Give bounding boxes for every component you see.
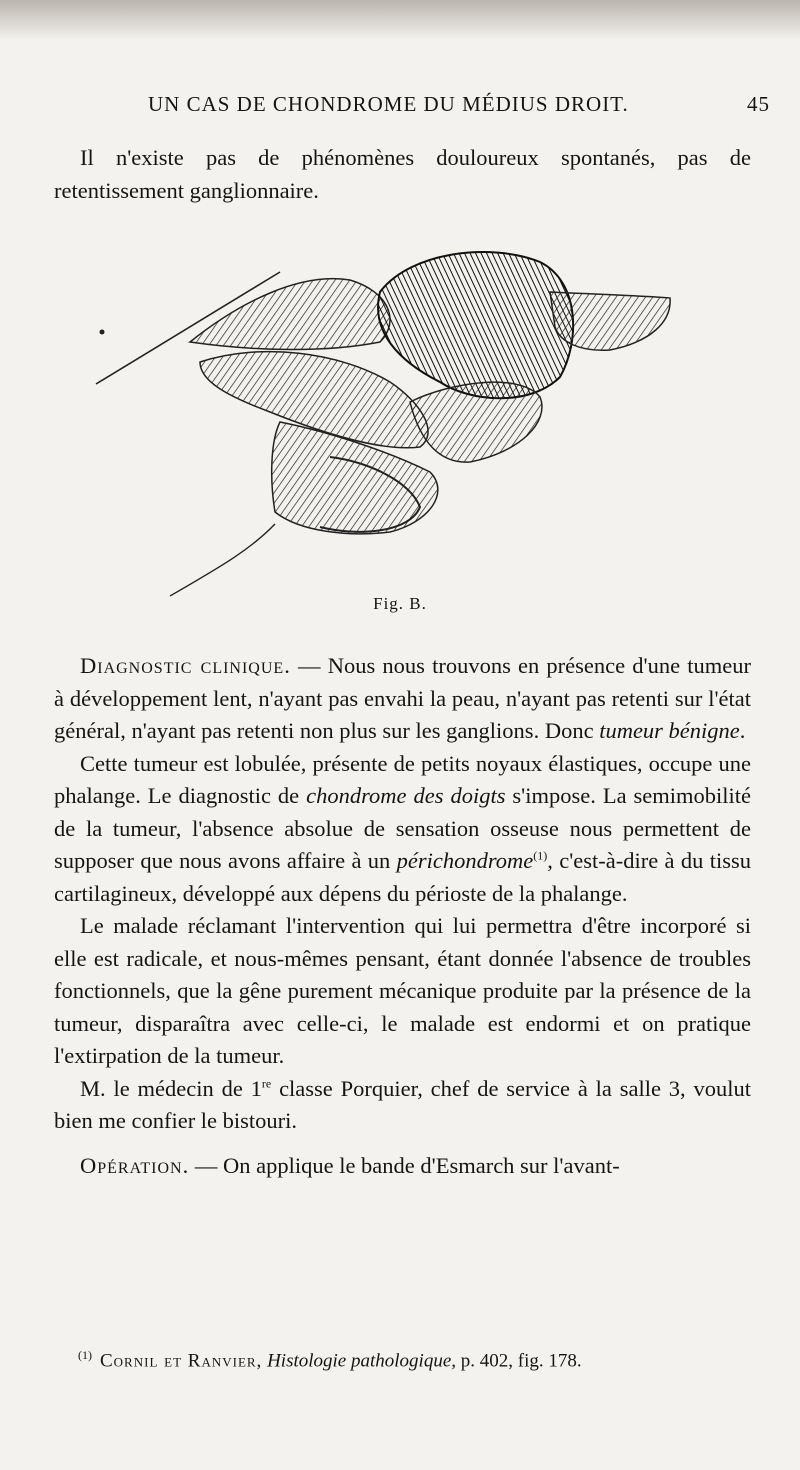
diagnostic-text: Nous nous trouvons en présence d'une tumeur à développement lent, n'ayant pas envahi la peau, n'ayant pas retenti sur l'état général, n'ayant pas retenti non plus sur les ganglions. Donc bbox=[54, 653, 752, 743]
operation-dash: — bbox=[189, 1152, 223, 1178]
footnote-ref: p. 402, fig. 178. bbox=[456, 1350, 582, 1372]
ordinal-superscript: re bbox=[261, 1076, 272, 1090]
footnote-mark: (1) bbox=[78, 1348, 92, 1362]
diagnostic-paragraph bbox=[54, 650, 751, 748]
running-title: UN CAS DE CHONDROME DU MÉDIUS DROIT. bbox=[148, 92, 629, 116]
footnote bbox=[78, 1342, 768, 1374]
footnote-reference: (1) bbox=[533, 848, 548, 863]
operation-text: On applique le bande d'Esmarch sur l'avant- bbox=[222, 1152, 620, 1178]
lobulee-paragraph bbox=[54, 748, 751, 911]
malade-paragraph: Le malade réclamant l'intervention qui lui permettra d'être incorporé si elle est radicale, et nous-mêmes pensant, étant donnée l'absence de troubles fonctionnels, que la gêne purement mécanique produite par la présence de la tumeur, disparaîtra avec celle-ci, le malade est endormi et on pratique l'extirpation de la tumeur. bbox=[54, 913, 751, 1068]
running-header bbox=[52, 92, 770, 122]
diagnostic-dash: — bbox=[290, 653, 328, 678]
medecin-text-2: classe Porquier, chef de service à la salle 3, voulut bien me confier le bistouri. bbox=[54, 1075, 751, 1133]
page-number: 45 bbox=[747, 92, 770, 116]
footnote-authors: Cornil et Ranvier, bbox=[100, 1350, 263, 1372]
medecin-text-1: M. le médecin de 1 bbox=[80, 1075, 262, 1101]
intro-paragraph: Il n'existe pas de phénomènes douloureux spontanés, pas de retentissement ganglionnaire. bbox=[54, 145, 751, 203]
page-top-shadow bbox=[0, 0, 800, 40]
figure-caption: Fig. B. bbox=[373, 594, 427, 613]
lobulee-emphasis-2: périchondrome bbox=[396, 848, 534, 873]
lobulee-text-1: Cette tumeur est lobulée, présente de petits noyaux élastiques, occupe une phalange. Le diagnostic de bbox=[54, 750, 751, 808]
lobulee-emphasis-1: chondrome des doigts bbox=[306, 783, 506, 808]
diagnostic-emphasis: tumeur bénigne bbox=[599, 718, 740, 743]
footnote-title: Histologie pathologique, bbox=[267, 1350, 456, 1372]
lobulee-text-3: , c'est-à-dire à du tissu cartilagineux, développé aux dépens du périoste de la phalange. bbox=[54, 848, 751, 906]
medecin-paragraph bbox=[54, 1073, 751, 1138]
hand-illustration bbox=[90, 232, 690, 607]
body-text bbox=[54, 650, 751, 1182]
diagnostic-heading: Diagnostic clinique. bbox=[80, 653, 291, 678]
intro-block bbox=[54, 142, 751, 207]
operation-paragraph bbox=[54, 1150, 751, 1183]
operation-heading: Opération. bbox=[80, 1152, 190, 1178]
diagnostic-end: . bbox=[739, 718, 746, 743]
lobulee-text-2: s'impose. La semimobilité de la tumeur, l'absence absolue de sensation osseuse nous permettent de supposer que nous avons affaire à un bbox=[54, 783, 751, 873]
